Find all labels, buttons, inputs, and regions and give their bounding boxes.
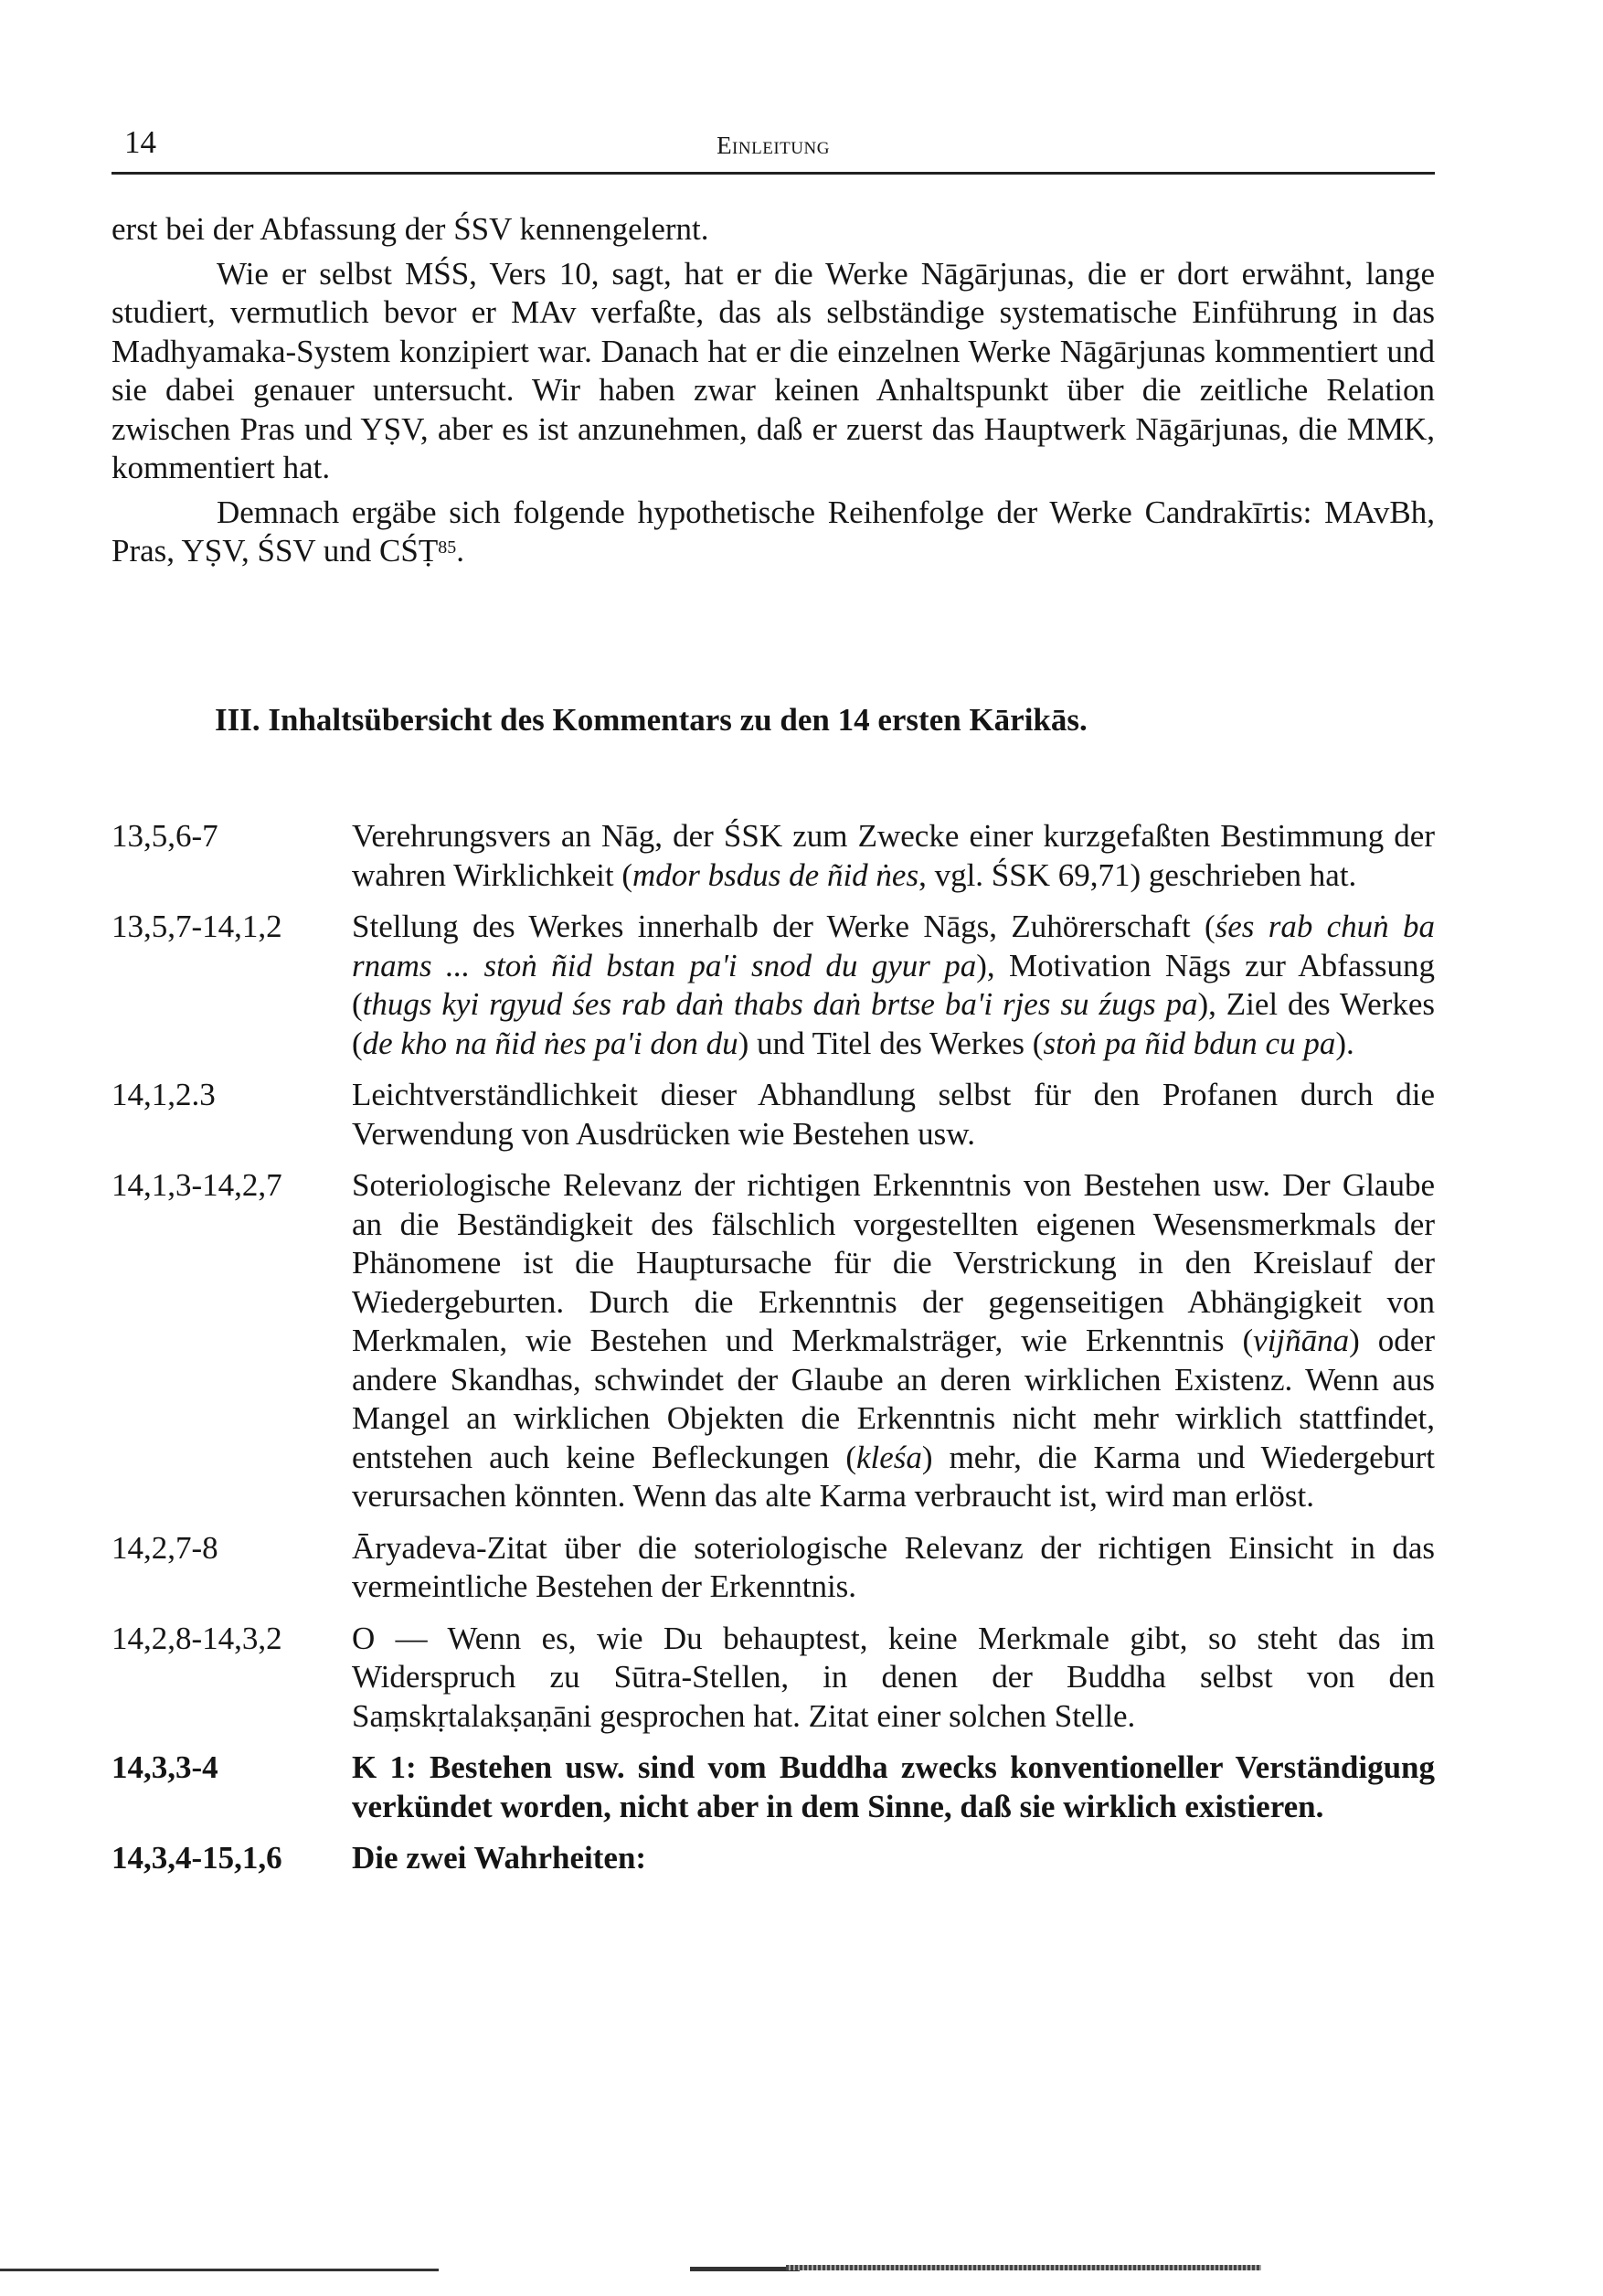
sanskrit-term: vijñāna xyxy=(1253,1323,1350,1358)
overview-row xyxy=(111,817,1435,895)
passage-summary xyxy=(352,1166,1435,1516)
passage-summary: Leichtverständlichkeit dieser Abhandlung selbst für den Profanen durch die Verwendung von Ausdrücken wie Bestehen usw. xyxy=(352,1077,1435,1152)
tibetan-term: thugs kyi rgyud śes rab daṅ thabs daṅ brtse ba'i rjes su źugs pa xyxy=(362,986,1198,1022)
tibetan-term: stoṅ pa ñid bdun cu pa xyxy=(1043,1025,1336,1061)
scan-edge-line xyxy=(0,2269,439,2271)
summary-text: Stellung des Werkes innerhalb der Werke Nāgs, Zuhörerschaft ( xyxy=(352,909,1216,944)
sanskrit-term: kleśa xyxy=(856,1439,922,1475)
karika-verse: K 1: Bestehen usw. sind vom Buddha zwecks konventioneller Verständigung verkündet worden, nicht aber in dem Sinne, daß sie wirklich existieren. xyxy=(352,1749,1435,1824)
passage-reference: 14,3,4-15,1,6 xyxy=(111,1840,282,1876)
overview-row xyxy=(111,1076,1435,1153)
overview-row xyxy=(111,908,1435,1063)
page-header xyxy=(111,117,1435,172)
summary-text: ) mehr, die Karma und Wiedergeburt verursachen könnten. Wenn das alte Karma verbraucht ist, wird man erlöst. xyxy=(352,1439,1435,1514)
summary-text: ) und Titel des Werkes ( xyxy=(738,1025,1044,1061)
summary-text: Verehrungsvers an Nāg, der ŚSK zum Zwecke einer kurzgefaßten Bestimmung der wahren Wirklichkeit ( xyxy=(352,818,1435,893)
passage-reference: 14,3,3-4 xyxy=(111,1749,218,1785)
paragraph-3 xyxy=(111,494,1435,571)
summary-text: ). xyxy=(1335,1025,1354,1061)
overview-row xyxy=(111,1529,1435,1607)
page-number: 14 xyxy=(124,124,156,160)
summary-text: ), Motivation Nāgs zur Abfassung ( xyxy=(352,947,1435,1022)
summary-text: , vgl. ŚSK 69,71) geschrieben hat. xyxy=(918,856,1357,893)
tibetan-term: mdor bsdus de ñid ṅes xyxy=(632,856,919,893)
summary-text: ), Ziel des Werkes ( xyxy=(352,986,1435,1061)
summary-text: Soteriologische Relevanz der richtigen Erkenntnis von Bestehen usw. Der Glaube an die Beständigkeit des fälschlich vorgestellten eigenen Wesensmerkmals der Phänomene ist die Hauptursache für die Verstrickung in den Kreislauf der Wiedergeburten. Durch die Erkenntnis der gegenseitigen Abhängigkeit von Merkmalen, wie Bestehen und Merkmalsträger, wie Erkenntnis ( xyxy=(352,1167,1435,1358)
passage-reference: 14,1,2.3 xyxy=(111,1077,216,1112)
scan-edge-artifact xyxy=(786,2265,1261,2270)
header-rule xyxy=(111,172,1435,175)
passage-reference: 14,2,7-8 xyxy=(111,1529,218,1566)
overview-row xyxy=(111,1620,1435,1737)
overview-row xyxy=(111,1166,1435,1516)
passage-summary: Āryadeva-Zitat über die soteriologische Relevanz der richtigen Einsicht in das vermeintliche Bestehen der Erkenntnis. xyxy=(352,1529,1435,1604)
paragraph-2: Wie er selbst MŚS, Vers 10, sagt, hat er die Werke Nāgārjunas, die er dort erwähnt, lange studiert, vermutlich bevor er MAv verfaßte, das als selbständige systematische Einführung in das Madhyamaka-System konzipiert war. Danach hat er die einzelnen Werke Nāgārjunas kommentiert und sie dabei genauer untersucht. Wir haben zwar keinen Anhaltspunkt über die zeitliche Relation zwischen Pras und YṢV, aber es ist anzunehmen, daß er zuerst das Hauptwerk Nāgārjunas, die MMK, kommentiert hat. xyxy=(111,255,1435,485)
overview-row xyxy=(111,1749,1435,1826)
paragraph-3-end: . xyxy=(456,533,464,569)
footnote-marker: 85 xyxy=(438,537,457,558)
scan-edge-line xyxy=(690,2267,800,2271)
tibetan-term: śes rab chuṅ ba rnams ... stoṅ ñid bstan pa'i snod du gyur pa xyxy=(352,909,1436,983)
passage-reference: 14,2,8-14,3,2 xyxy=(111,1620,282,1656)
summary-text: ) oder andere Skandhas, schwindet der Glaube an deren wirklichen Existenz. Wenn aus Mangel an wirklichen Objekten die Erkenntnis nicht mehr wirklich stattfindet, entstehen auch keine Befleckungen ( xyxy=(352,1323,1435,1475)
passage-summary xyxy=(352,908,1435,1063)
paragraph-1: erst bei der Abfassung der ŚSV kennengelernt. xyxy=(111,211,709,247)
passage-reference: 14,1,3-14,2,7 xyxy=(111,1167,282,1203)
tibetan-term: de kho na ñid ṅes pa'i don du xyxy=(362,1025,738,1061)
running-title: Einleitung xyxy=(717,132,830,159)
section-heading: III. Inhaltsübersicht des Kommentars zu den 14 ersten Kārikās. xyxy=(215,702,1088,738)
passage-reference: 13,5,6-7 xyxy=(111,818,218,854)
overview-row xyxy=(111,1839,1435,1878)
content-overview xyxy=(111,817,1435,1891)
passage-summary: Die zwei Wahrheiten: xyxy=(352,1840,647,1876)
body-text xyxy=(111,210,1435,571)
passage-summary: O — Wenn es, wie Du behauptest, keine Merkmale gibt, so steht das im Widerspruch zu Sūtra-Stellen, in denen der Buddha selbst von den Saṃskṛtalakṣaṇāni gesprochen hat. Zitat einer solchen Stelle. xyxy=(352,1620,1435,1734)
passage-summary xyxy=(352,817,1435,895)
passage-reference: 13,5,7-14,1,2 xyxy=(111,909,282,944)
paragraph-3-text: Demnach ergäbe sich folgende hypothetische Reihenfolge der Werke Candrakīrtis: MAvBh, Pras, YṢV, ŚSV und CŚṬ xyxy=(111,494,1435,569)
